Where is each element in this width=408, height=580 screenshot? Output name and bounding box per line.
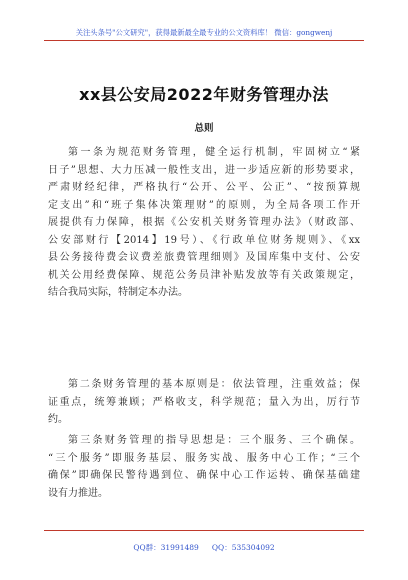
header-banner-text: 关注头条号"公文研究"，获得最新最全最专业的公文资料库！ 微信：gongwenj (75, 28, 333, 37)
paragraph-line: 定支出”和“班子集体决策理财”的原则，为全局各项工作开 (48, 199, 360, 211)
paragraph-line: 设有力推进。 (48, 487, 108, 499)
paragraph-line: 机关公用经费保障、规范公务员津补贴发放等有关政策规定， (48, 269, 360, 281)
footer-qq-group: QQ群：31991489 (133, 543, 199, 552)
paragraph-line: 确保”即确保民警待遇到位、确保中心工作运转、确保基础建 (48, 470, 360, 481)
paragraph-line: 严肃财经纪律，严格执行“公开、公平、公正”、“按预算规 (48, 182, 360, 193)
paragraph-line: “三个服务”即服务基层、服务实战、服务中心工作；“三个 (48, 452, 360, 464)
paragraph-article-2 (48, 376, 360, 429)
paragraph-line: 结合我局实际，特制定本办法。 (48, 287, 188, 298)
paragraph-line: 县公务接待费会议费差旅费管理细则》及国库集中支付、公安 (48, 252, 360, 263)
paragraph-article-1 (48, 144, 360, 302)
section-heading: 总则 (194, 123, 214, 134)
footer-qq: QQ：535304092 (211, 543, 275, 552)
footer-contact (44, 530, 364, 554)
paragraph-article-3 (48, 432, 360, 502)
paragraph-line: 公安部财行【2014】19号）、《行政单位财务规则》、《xx (48, 234, 360, 246)
header-banner (44, 20, 364, 41)
paragraph-line: 日子”思想、大力压减一般性支出，进一步适应新的形势要求， (48, 164, 360, 176)
paragraph-line: 展提供有力保障，根据《公安机关财务管理办法》（财政部、 (48, 217, 360, 228)
paragraph-line: 第二条财务管理的基本原则是：依法管理，注重效益；保 (68, 379, 360, 390)
paragraph-line: 第三条财务管理的指导思想是：三个服务、三个确保。 (68, 435, 360, 446)
paragraph-line: 约。 (48, 414, 68, 425)
document-title: xx县公安局2022年财务管理办法 (79, 85, 329, 104)
paragraph-line: 证重点，统筹兼顾；严格收支，科学规范；量入为出，厉行节 (48, 396, 360, 408)
paragraph-line: 第一条为规范财务管理，健全运行机制，牢固树立“紧 (68, 147, 360, 158)
